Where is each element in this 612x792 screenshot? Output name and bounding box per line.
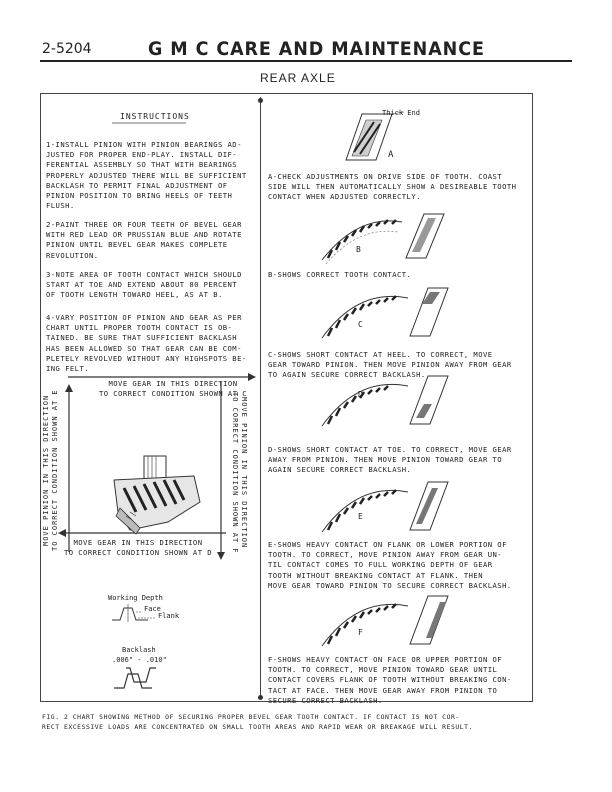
gear-diagram-C <box>318 284 468 344</box>
pinion-gear-illustration <box>96 450 206 540</box>
thick-end-label: Thick End <box>382 109 420 117</box>
backlash-diagram <box>112 664 182 692</box>
figure-E-text: E-SHOWS HEAVY CONTACT ON FLANK OR LOWER PORTION OF TOOTH. TO CORRECT, MOVE PINION AWAY FROM GEAR UN- TIL CONTACT COMES TO FULL WORKING DEPTH OF GEAR TOOTH WITHOUT BREAKING CONTACT AT FLANK. THEN MOVE GEAR TOWARD PINION TO SECURE CORRECT BACKLASH. <box>268 540 512 590</box>
header-rule <box>40 60 572 62</box>
face-label: Face <box>144 605 161 613</box>
page-title: G M C CARE AND MAINTENANCE <box>148 38 485 60</box>
instruction-step-2: 2-PAINT THREE OR FOUR TEETH OF BEVEL GEAR WITH RED LEAD OR PRUSSIAN BLUE AND ROTATE PINION UNTIL BEVEL GEAR MAKES COMPLETE REVOLUTION. <box>46 220 242 260</box>
figure-C-text: C-SHOWS SHORT CONTACT AT HEEL. TO CORRECT, MOVE GEAR TOWARD PINION. THEN MOVE PINION AWAY FROM GEAR TO AGAIN SECURE CORRECT BACKLASH. <box>268 350 512 380</box>
arrow-right-top <box>66 372 256 382</box>
direction-right-label: MOVE PINION IN THIS DIRECTION TO CORRECT CONDITION SHOWN AT F <box>231 392 248 554</box>
direction-bottom-label: MOVE GEAR IN THIS DIRECTION TO CORRECT CONDITION SHOWN AT D <box>63 538 213 558</box>
figure-A-letter: A <box>388 150 394 160</box>
figure-E-letter: E <box>358 512 363 521</box>
divider-dot-bottom <box>258 695 263 700</box>
gear-diagram-F <box>318 592 468 652</box>
figure-A-text: A-CHECK ADJUSTMENTS ON DRIVE SIDE OF TOOTH. COAST SIDE WILL THEN AUTOMATICALLY SHOW A DESIREABLE TOOTH CONTACT WHEN ADJUSTED CORRECTLY. <box>268 172 517 202</box>
working-depth-label: Working Depth <box>108 594 163 602</box>
figure-F-letter: F <box>358 628 363 637</box>
instruction-step-1: 1-INSTALL PINION WITH PINION BEARINGS AD- JUSTED FOR PROPER END-PLAY. INSTALL DIF- FERENTIAL ASSEMBLY SO THAT WITH BEARINGS PROPERLY ADJUSTED THERE WILL BE SUFFICIENT BACKLASH TO PERMIT FINAL ADJUSTMENT OF PINION POSITION TO BRING HEELS OF TEETH FLUSH. <box>46 140 247 211</box>
backlash-label: Backlash <box>122 646 156 654</box>
figure-B-text: B-SHOWS CORRECT TOOTH CONTACT. <box>268 270 412 279</box>
divider-dot-top <box>258 98 263 103</box>
instructions-title: INSTRUCTIONS <box>120 112 190 121</box>
direction-left-label: MOVE PINION IN THIS DIRECTION TO CORRECT CONDITION SHOWN AT E <box>42 389 59 551</box>
section-title: REAR AXLE <box>260 71 336 85</box>
column-divider <box>260 97 261 699</box>
direction-top-label: MOVE GEAR IN THIS DIRECTION TO CORRECT CONDITION SHOWN AT C <box>98 379 248 399</box>
flank-label: Flank <box>158 612 180 620</box>
arrow-down-right <box>216 382 226 562</box>
instruction-step-4: 4-VARY POSITION OF PINION AND GEAR AS PER CHART UNTIL PROPER TOOTH CONTACT IS OB- TAINED. BE SURE THAT SUFFICIENT BACKLASH HAS BEEN ALLOWED SO THAT GEAR CAN BE COM- PLETELY REVOLVED WITHOUT ANY HIGHSPOTS BE- ING FELT. <box>46 313 247 374</box>
instructions-underline <box>112 122 192 126</box>
figure-caption: FIG. 2 CHART SHOWING METHOD OF SECURING PROPER BEVEL GEAR TOOTH CONTACT. IF CONTACT IS NOT COR- RECT EXCESSIVE LOADS ARE CONCENTRATED ON SMALL TOOTH AREAS AND RAPID WEAR OR BREAKAGE WILL RESULT. <box>42 713 473 731</box>
gear-diagram-B <box>318 210 468 266</box>
figure-F-text: F-SHOWS HEAVY CONTACT ON FACE OR UPPER PORTION OF TOOTH. TO CORRECT, MOVE PINION TOWARD GEAR UNTIL CONTACT COVERS FLANK OF TOOTH WITHOUT BREAKING CON- TACT AT FACE. THEN MOVE GEAR AWAY FROM PINION TO SECURE CORRECT BACKLASH. <box>268 655 512 705</box>
gear-diagram-E <box>318 478 468 538</box>
figure-B-letter: B <box>356 245 361 254</box>
page-number: 2-5204 <box>42 41 92 57</box>
arrow-up-left <box>64 384 74 554</box>
figure-C-letter: C <box>358 320 363 329</box>
instruction-step-3: 3-NOTE AREA OF TOOTH CONTACT WHICH SHOULD START AT TOE AND EXTEND ABOUT 80 PERCENT OF TOOTH LENGTH TOWARD HEEL, AS AT B. <box>46 270 242 300</box>
backlash-value: .006" - .010" <box>112 656 167 664</box>
figure-D-text: D-SHOWS SHORT CONTACT AT TOE. TO CORRECT, MOVE GEAR AWAY FROM PINION. THEN MOVE PINION TOWARD GEAR TO AGAIN SECURE CORRECT BACKLASH. <box>268 445 512 475</box>
gear-diagram-D <box>318 372 468 432</box>
figure-D-letter: D <box>358 390 363 399</box>
